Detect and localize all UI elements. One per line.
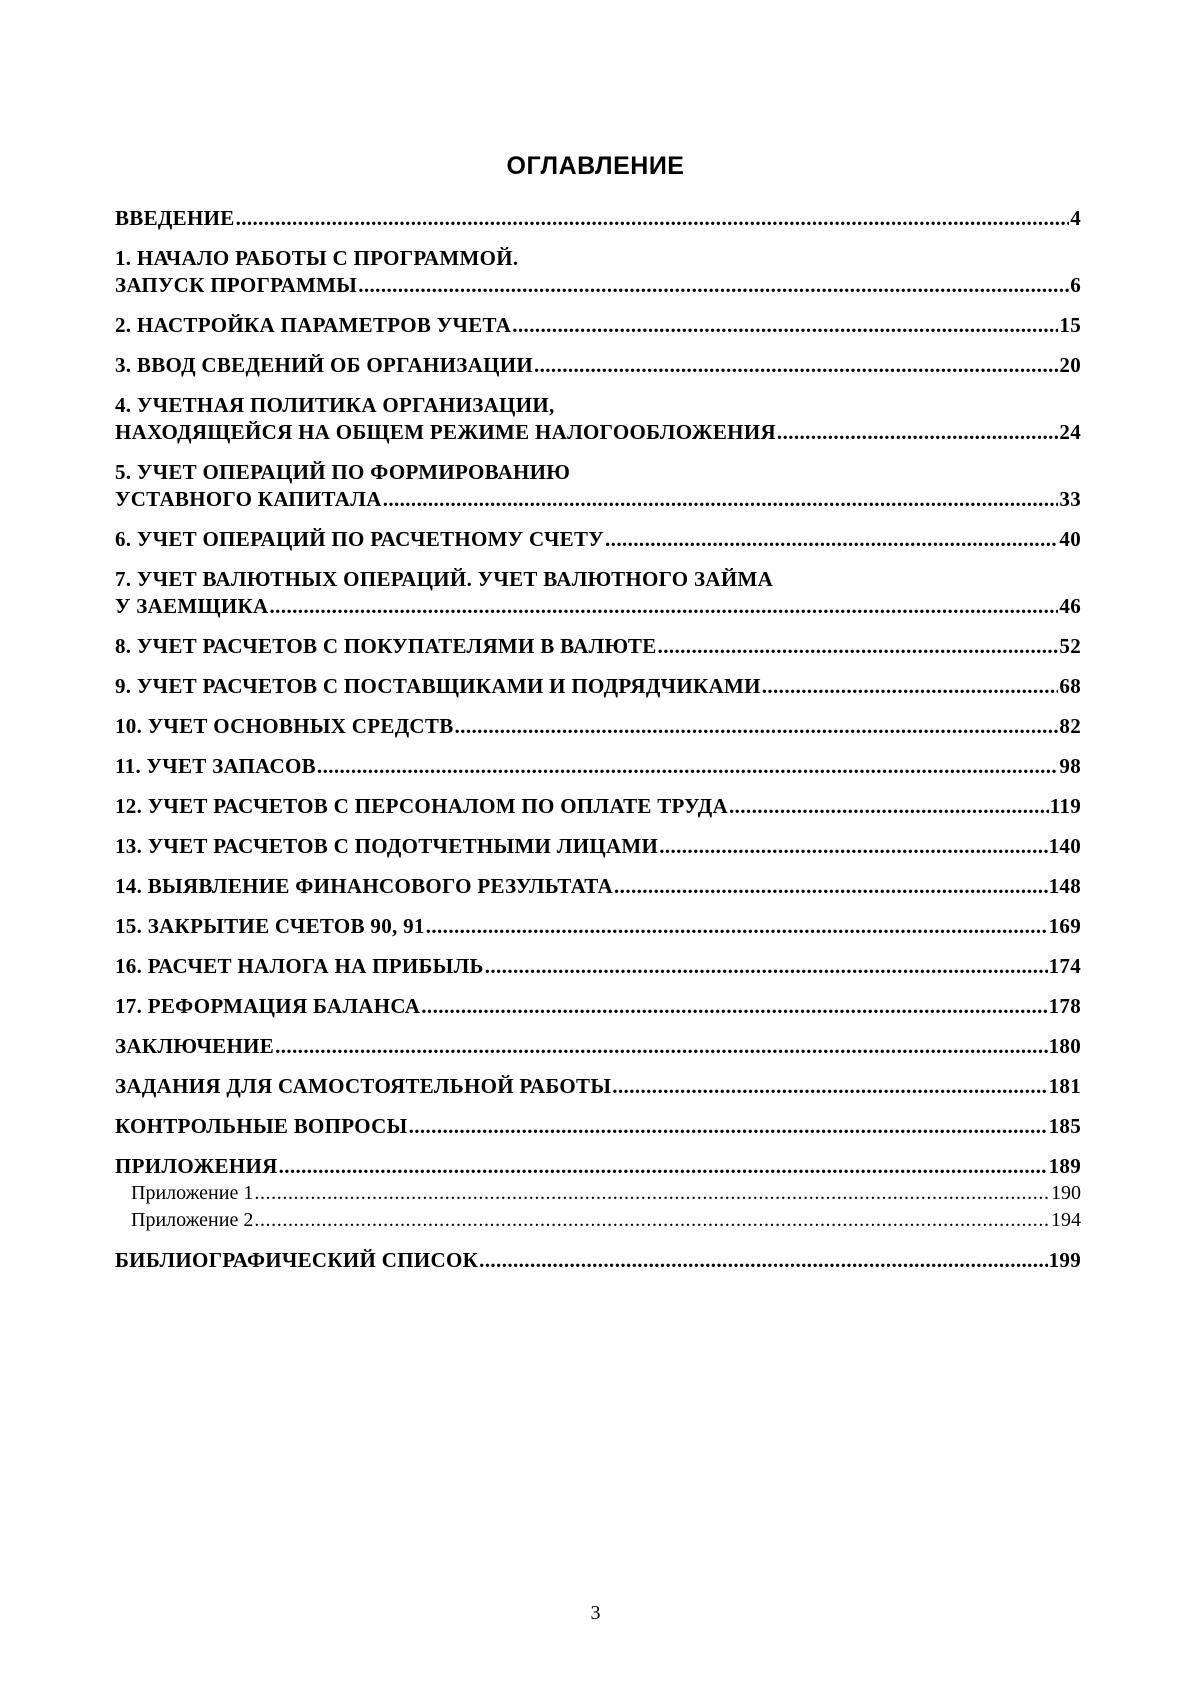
- toc-entry-chapter-1[interactable]: [115, 245, 1081, 299]
- page-number: 3: [590, 1602, 601, 1624]
- toc-entry-page: 68: [1059, 674, 1081, 698]
- toc-entry-title-line-2: У ЗАЕМЩИКА: [115, 594, 269, 618]
- dot-leader: [479, 1247, 1047, 1274]
- toc-entry-title: 15. ЗАКРЫТИЕ СЧЕТОВ 90, 91: [115, 914, 425, 938]
- toc-entry-chapter-3[interactable]: [115, 352, 1081, 379]
- toc-entry-page: 6: [1070, 273, 1081, 297]
- dot-leader: [512, 312, 1058, 339]
- toc-entry-questions[interactable]: [115, 1113, 1081, 1140]
- dot-leader: [485, 953, 1048, 980]
- dot-leader: [254, 1180, 1050, 1207]
- toc-entry-page: 189: [1048, 1154, 1081, 1178]
- toc-entry-title-line-1: 5. УЧЕТ ОПЕРАЦИЙ ПО ФОРМИРОВАНИЮ: [115, 460, 571, 484]
- dot-leader: [729, 793, 1049, 820]
- toc-subentry-appendix-1[interactable]: [115, 1180, 1081, 1207]
- toc-entry-title: 13. УЧЕТ РАСЧЕТОВ С ПОДОТЧЕТНЫМИ ЛИЦАМИ: [115, 834, 659, 858]
- dot-leader: [534, 352, 1058, 379]
- toc-entry-page: 148: [1048, 874, 1081, 898]
- toc-entry-title: 9. УЧЕТ РАСЧЕТОВ С ПОСТАВЩИКАМИ И ПОДРЯДЧИКАМИ: [115, 674, 761, 698]
- dot-leader: [658, 633, 1059, 660]
- toc-entry-tasks[interactable]: [115, 1073, 1081, 1100]
- dot-leader: [270, 593, 1059, 620]
- toc-entry-title: 11. УЧЕТ ЗАПАСОВ: [115, 754, 316, 778]
- toc-entry-chapter-6[interactable]: [115, 526, 1081, 553]
- toc-entry-chapter-13[interactable]: [115, 833, 1081, 860]
- toc-entry-title-line-2: НАХОДЯЩЕЙСЯ НА ОБЩЕМ РЕЖИМЕ НАЛОГООБЛОЖЕНИЯ: [115, 420, 776, 444]
- toc-entry-title: ЗАДАНИЯ ДЛЯ САМОСТОЯТЕЛЬНОЙ РАБОТЫ: [115, 1074, 612, 1098]
- toc-subentry-title: Приложение 1: [131, 1182, 254, 1204]
- toc-entry-chapter-2[interactable]: [115, 312, 1081, 339]
- dot-leader: [612, 1073, 1047, 1100]
- dot-leader: [659, 833, 1047, 860]
- toc-entry-chapter-15[interactable]: [115, 913, 1081, 940]
- toc-entry-page: 178: [1048, 994, 1081, 1018]
- toc-subentry-page: 190: [1051, 1182, 1081, 1204]
- toc-entry-title-line-2: ЗАПУСК ПРОГРАММЫ: [115, 273, 358, 297]
- toc-entry-title: БИБЛИОГРАФИЧЕСКИЙ СПИСОК: [115, 1248, 479, 1272]
- toc-entry-page: 169: [1048, 914, 1081, 938]
- dot-leader: [605, 526, 1058, 553]
- dot-leader: [777, 419, 1058, 446]
- toc-entry-chapter-5[interactable]: [115, 459, 1081, 513]
- toc-entry-chapter-10[interactable]: [115, 713, 1081, 740]
- toc-entry-chapter-7[interactable]: [115, 566, 1081, 620]
- toc-entry-page: 33: [1059, 487, 1081, 511]
- toc-entry-page: 40: [1059, 527, 1081, 551]
- toc-entry-page: 119: [1049, 794, 1081, 818]
- dot-leader: [279, 1153, 1048, 1180]
- dot-leader: [421, 993, 1047, 1020]
- toc-entry-title-line-1: 4. УЧЕТНАЯ ПОЛИТИКА ОРГАНИЗАЦИИ,: [115, 393, 555, 417]
- toc-entry-title: 2. НАСТРОЙКА ПАРАМЕТРОВ УЧЕТА: [115, 313, 512, 337]
- toc-entry-chapter-4[interactable]: [115, 392, 1081, 446]
- toc-entry-title: 6. УЧЕТ ОПЕРАЦИЙ ПО РАСЧЕТНОМУ СЧЕТУ: [115, 527, 605, 551]
- toc-entry-title-line-2: УСТАВНОГО КАПИТАЛА: [115, 487, 382, 511]
- toc-subentry-appendix-2[interactable]: [115, 1207, 1081, 1234]
- toc-subentry-page: 194: [1051, 1209, 1081, 1231]
- toc-entry-conclusion[interactable]: [115, 1033, 1081, 1060]
- toc-entry-title: ВВЕДЕНИЕ: [115, 206, 235, 230]
- toc-entry-page: 52: [1059, 634, 1081, 658]
- toc-entry-title: 8. УЧЕТ РАСЧЕТОВ С ПОКУПАТЕЛЯМИ В ВАЛЮТЕ: [115, 634, 657, 658]
- toc-entry-page: 24: [1059, 420, 1081, 444]
- toc-entry-title: 14. ВЫЯВЛЕНИЕ ФИНАНСОВОГО РЕЗУЛЬТАТА: [115, 874, 614, 898]
- toc-entry-page: 140: [1048, 834, 1081, 858]
- toc-entry-chapter-12[interactable]: [115, 793, 1081, 820]
- toc-entry-page: 174: [1048, 954, 1081, 978]
- table-of-contents: [115, 205, 1081, 1287]
- toc-entry-page: 4: [1070, 206, 1081, 230]
- dot-leader: [455, 713, 1059, 740]
- toc-entry-page: 98: [1059, 754, 1081, 778]
- toc-entry-page: 199: [1048, 1248, 1081, 1272]
- toc-entry-page: 46: [1059, 594, 1081, 618]
- toc-entry-page: 185: [1048, 1114, 1081, 1138]
- toc-entry-chapter-8[interactable]: [115, 633, 1081, 660]
- toc-entry-title: ЗАКЛЮЧЕНИЕ: [115, 1034, 275, 1058]
- toc-entry-title: КОНТРОЛЬНЫЕ ВОПРОСЫ: [115, 1114, 408, 1138]
- toc-entry-chapter-9[interactable]: [115, 673, 1081, 700]
- toc-entry-page: 181: [1048, 1074, 1081, 1098]
- toc-entry-chapter-16[interactable]: [115, 953, 1081, 980]
- page-title: ОГЛАВЛЕНИЕ: [506, 152, 685, 180]
- toc-entry-title: 10. УЧЕТ ОСНОВНЫХ СРЕДСТВ: [115, 714, 454, 738]
- dot-leader: [275, 1033, 1048, 1060]
- toc-entry-title: ПРИЛОЖЕНИЯ: [115, 1154, 278, 1178]
- toc-entry-bibliography[interactable]: [115, 1247, 1081, 1274]
- dot-leader: [409, 1113, 1048, 1140]
- dot-leader: [317, 753, 1058, 780]
- toc-entry-intro[interactable]: [115, 205, 1081, 232]
- dot-leader: [762, 673, 1059, 700]
- toc-entry-title: 12. УЧЕТ РАСЧЕТОВ С ПЕРСОНАЛОМ ПО ОПЛАТЕ ТРУДА: [115, 794, 728, 818]
- toc-entry-page: 82: [1059, 714, 1081, 738]
- toc-entry-title: 3. ВВОД СВЕДЕНИЙ ОБ ОРГАНИЗАЦИИ: [115, 353, 533, 377]
- toc-entry-chapter-14[interactable]: [115, 873, 1081, 900]
- toc-entry-chapter-11[interactable]: [115, 753, 1081, 780]
- dot-leader: [236, 205, 1070, 232]
- toc-appendices-group: [115, 1153, 1081, 1234]
- toc-entry-chapter-17[interactable]: [115, 993, 1081, 1020]
- toc-subentry-title: Приложение 2: [131, 1209, 254, 1231]
- toc-entry-title-line-1: 1. НАЧАЛО РАБОТЫ С ПРОГРАММОЙ.: [115, 246, 519, 270]
- dot-leader: [426, 913, 1048, 940]
- toc-entry-page: 20: [1059, 353, 1081, 377]
- toc-entry-page: 15: [1059, 313, 1081, 337]
- dot-leader: [383, 486, 1059, 513]
- toc-entry-title: 16. РАСЧЕТ НАЛОГА НА ПРИБЫЛЬ: [115, 954, 484, 978]
- dot-leader: [614, 873, 1048, 900]
- toc-entry-appendices[interactable]: [115, 1153, 1081, 1180]
- toc-entry-title: 17. РЕФОРМАЦИЯ БАЛАНСА: [115, 994, 421, 1018]
- dot-leader: [254, 1207, 1050, 1234]
- dot-leader: [358, 272, 1069, 299]
- toc-entry-page: 180: [1048, 1034, 1081, 1058]
- toc-entry-title-line-1: 7. УЧЕТ ВАЛЮТНЫХ ОПЕРАЦИЙ. УЧЕТ ВАЛЮТНОГО ЗАЙМА: [115, 567, 774, 591]
